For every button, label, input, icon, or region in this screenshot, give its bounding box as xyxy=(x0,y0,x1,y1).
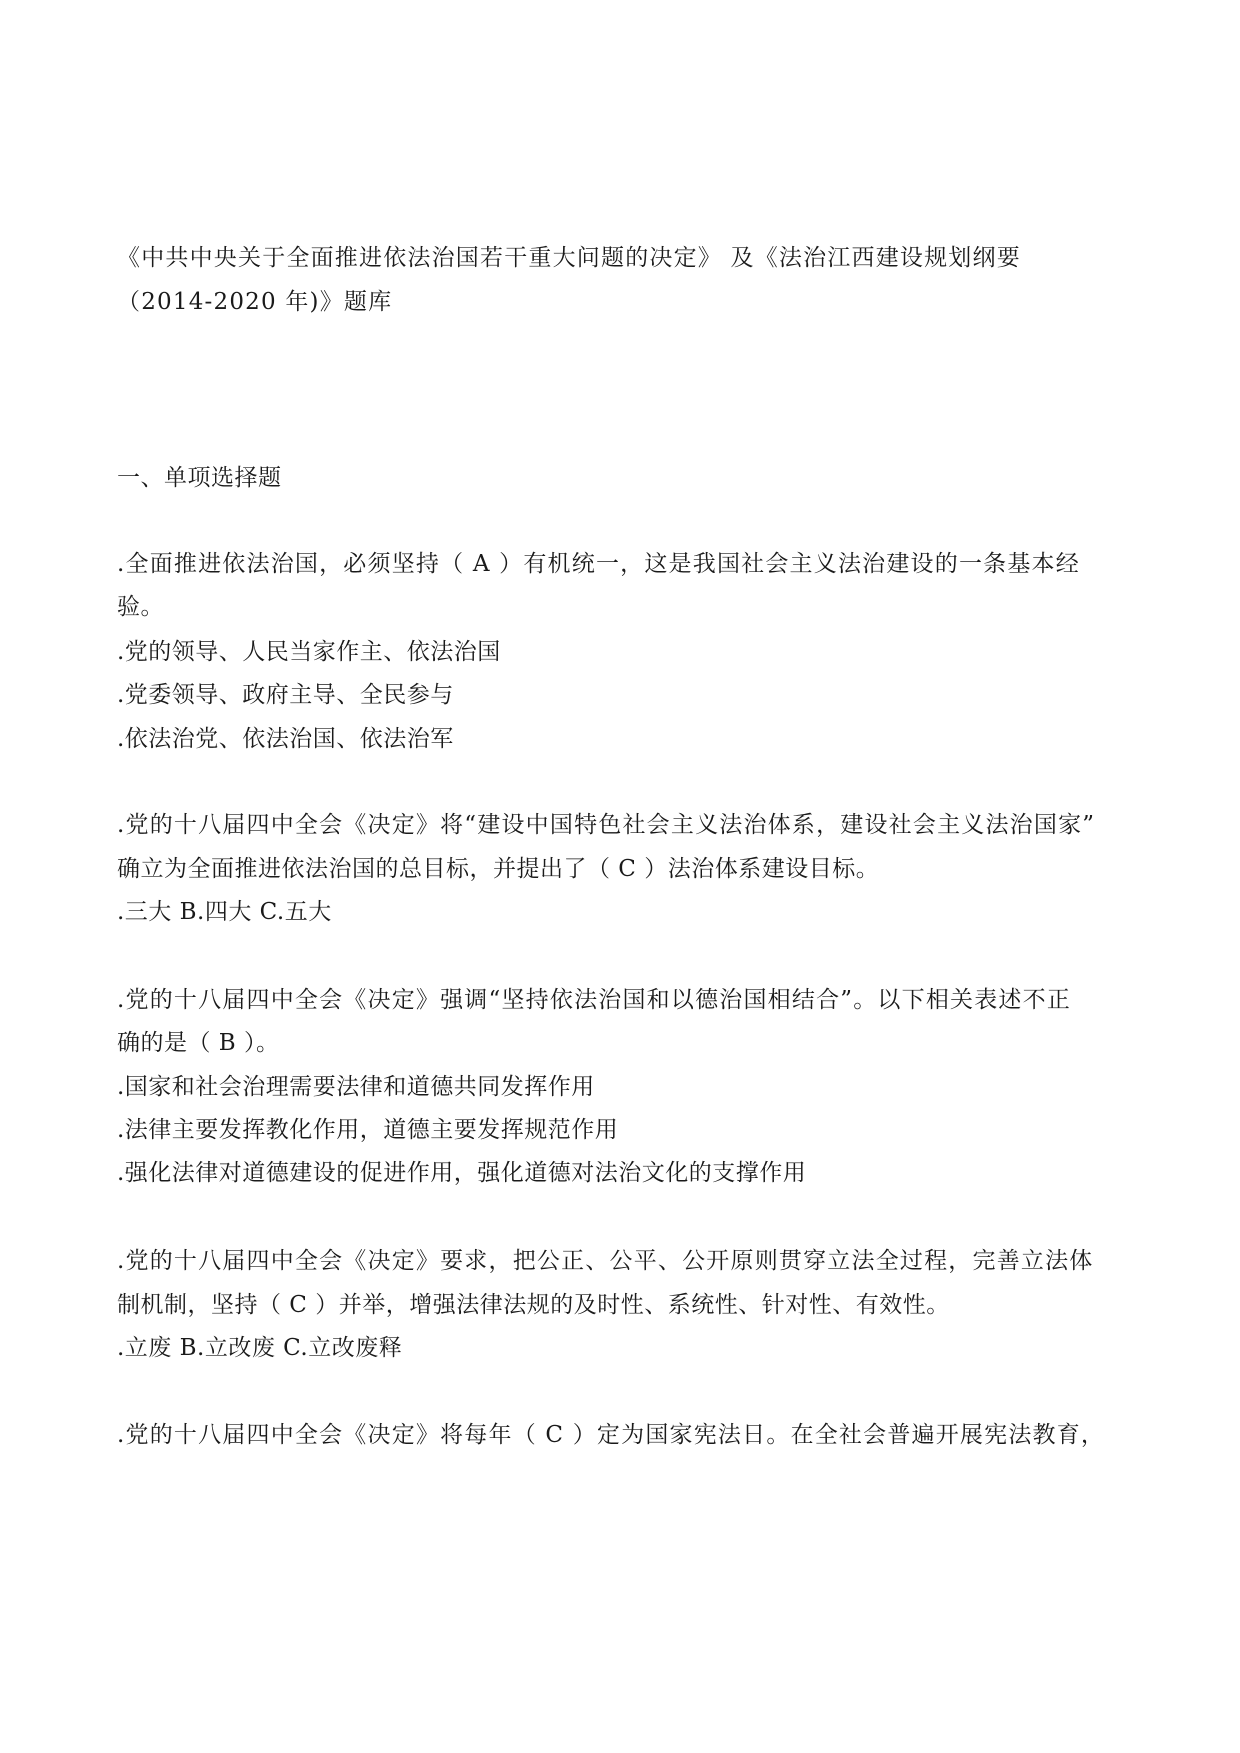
question-1-stem-line-1: .全面推进依法治国，必须坚持（ A ）有机统一，这是我国社会主义法治建设的一条基本经 xyxy=(117,551,1080,577)
question-1-option-c: .依法治党、依法治国、依法治军 xyxy=(117,726,454,752)
question-3-stem-line-1: .党的十八届四中全会《决定》强调“坚持依法治国和以德治国相结合”。以下相关表述不正 xyxy=(117,987,1072,1013)
question-3-option-c: .强化法律对道德建设的促进作用，强化道德对法治文化的支撑作用 xyxy=(117,1160,807,1186)
question-4-stem-line-1: .党的十八届四中全会《决定》要求，把公正、公平、公开原则贯穿立法全过程，完善立法体 xyxy=(117,1248,1094,1274)
document-title-line-2: （2014-2020 年)》题库 xyxy=(117,289,393,315)
section-heading: 一、单项选择题 xyxy=(117,465,282,491)
question-2-stem-line-2: 确立为全面推进依法治国的总目标，并提出了（ C ）法治体系建设目标。 xyxy=(117,856,880,882)
question-3-option-a: .国家和社会治理需要法律和道德共同发挥作用 xyxy=(117,1074,595,1100)
question-5-stem-line-1: .党的十八届四中全会《决定》将每年（ C ）定为国家宪法日。在全社会普遍开展宪法教育， xyxy=(117,1422,1106,1448)
question-1-option-b: .党委领导、政府主导、全民参与 xyxy=(117,682,454,708)
question-3-option-b: .法律主要发挥教化作用，道德主要发挥规范作用 xyxy=(117,1117,619,1143)
question-2-options: .三大 B.四大 C.五大 xyxy=(117,899,332,925)
question-3-stem-line-2: 确的是（ B ）。 xyxy=(117,1030,280,1056)
question-1-option-a: .党的领导、人民当家作主、依法治国 xyxy=(117,639,501,665)
document-title-line-1: 《中共中央关于全面推进依法治国若干重大问题的决定》 及《法治江西建设规划纲要 xyxy=(117,245,1021,271)
question-4-options: .立废 B.立改废 C.立改废释 xyxy=(117,1335,403,1361)
question-4-stem-line-2: 制机制，坚持（ C ）并举，增强法律法规的及时性、系统性、针对性、有效性。 xyxy=(117,1292,950,1318)
question-2-stem-line-1: .党的十八届四中全会《决定》将“建设中国特色社会主义法治体系，建设社会主义法治国家” xyxy=(117,812,1096,838)
question-1-stem-line-2: 验。 xyxy=(117,594,164,620)
